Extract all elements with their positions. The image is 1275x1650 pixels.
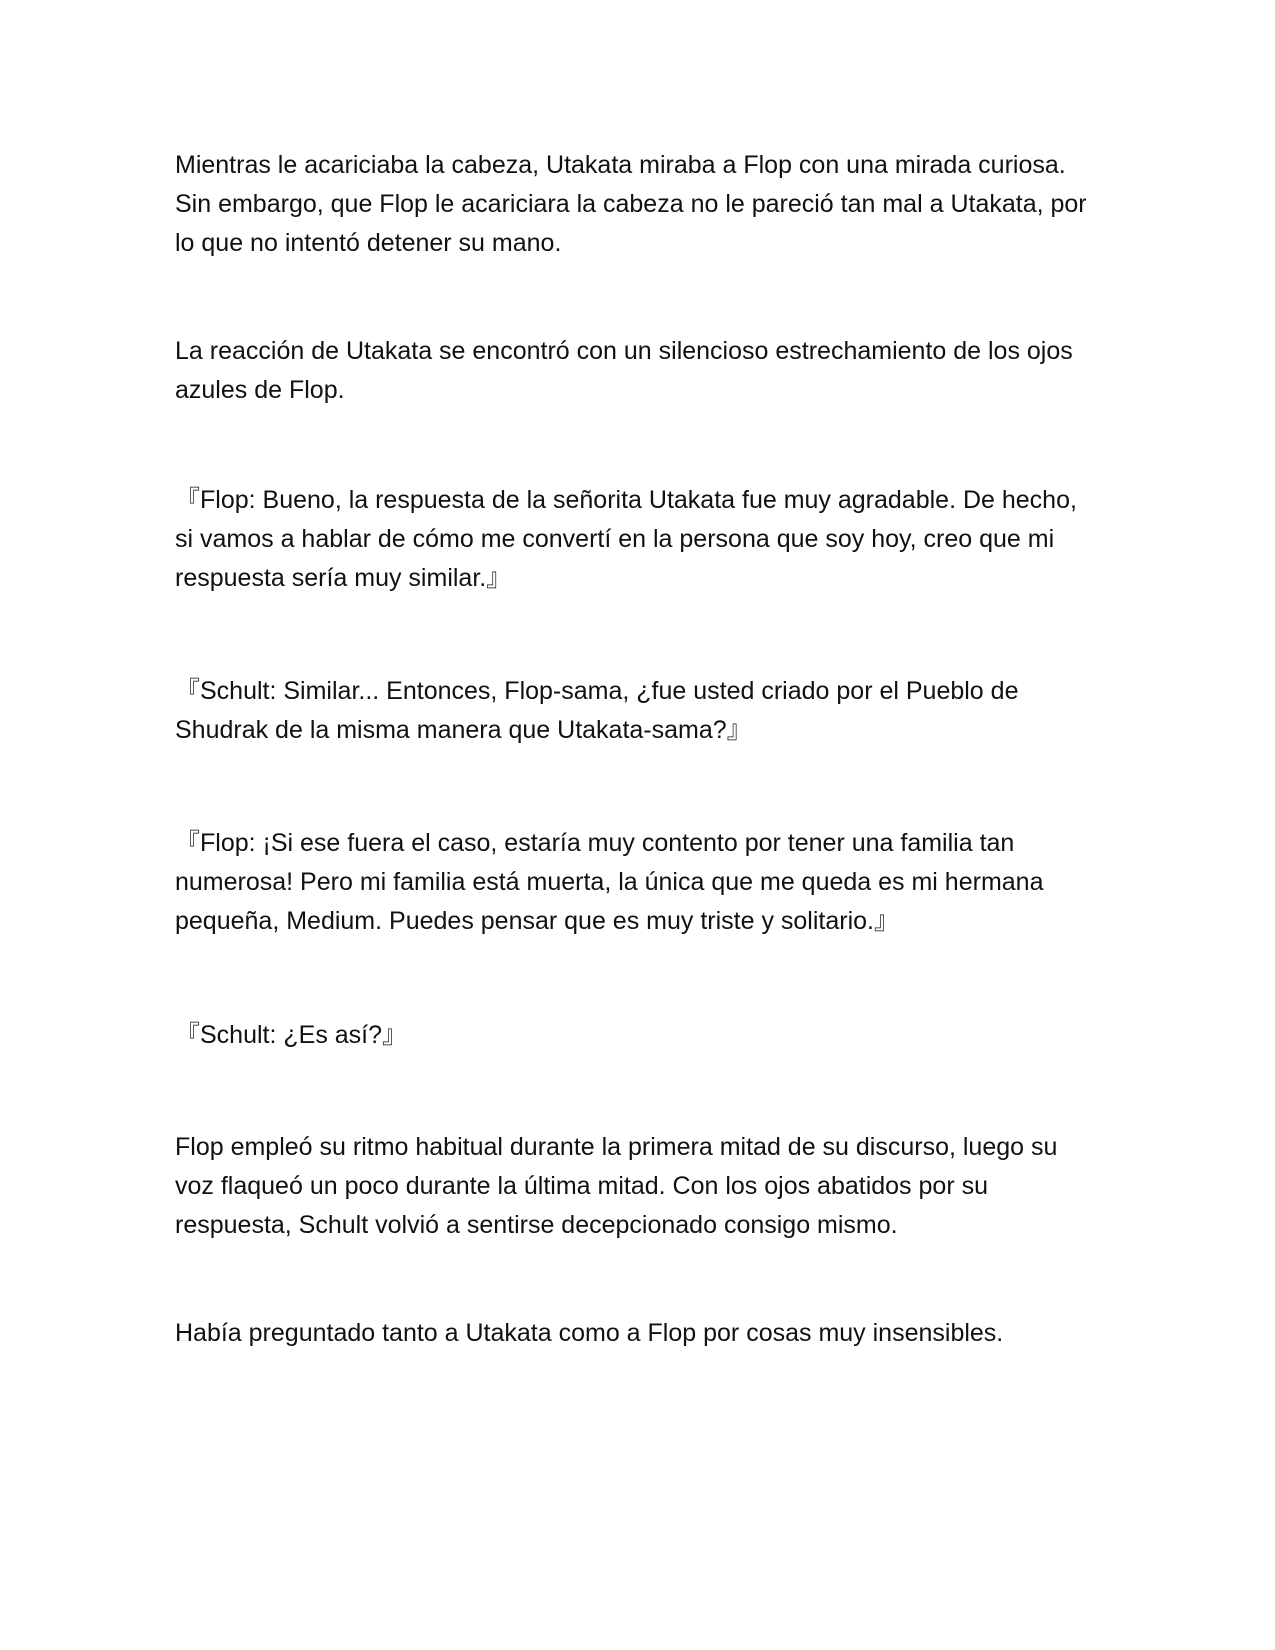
- narration-paragraph: La reacción de Utakata se encontró con un silencioso estrechamiento de los ojos azules de Flop.: [175, 337, 1073, 404]
- narration-paragraph: Mientras le acariciaba la cabeza, Utakata miraba a Flop con una mirada curiosa. Sin embargo, que Flop le acariciara la cabeza no le pareció tan mal a Utakata, por lo que no intentó detener su mano.: [175, 151, 1087, 257]
- dialogue-paragraph: 『Schult: ¿Es así?』: [175, 1021, 408, 1049]
- narration-paragraph: Flop empleó su ritmo habitual durante la primera mitad de su discurso, luego su voz flaqueó un poco durante la última mitad. Con los ojos abatidos por su respuesta, Schult volvió a sentirse decepcionado consigo mismo.: [175, 1133, 1058, 1239]
- dialogue-paragraph: 『Schult: Similar... Entonces, Flop-sama, ¿fue usted criado por el Pueblo de Shudrak de la misma manera que Utakata-sama?』: [175, 677, 1019, 744]
- dialogue-paragraph: 『Flop: ¡Si ese fuera el caso, estaría muy contento por tener una familia tan numerosa! Pero mi familia está muerta, la única que me queda es mi hermana pequeña, Medium. Puedes pensar que es muy triste y solitario.』: [175, 829, 1044, 935]
- narration-paragraph: Había preguntado tanto a Utakata como a Flop por cosas muy insensibles.: [175, 1319, 1004, 1347]
- dialogue-paragraph: 『Flop: Bueno, la respuesta de la señorita Utakata fue muy agradable. De hecho, si vamos a hablar de cómo me convertí en la persona que soy hoy, creo que mi respuesta sería muy similar.』: [175, 486, 1077, 592]
